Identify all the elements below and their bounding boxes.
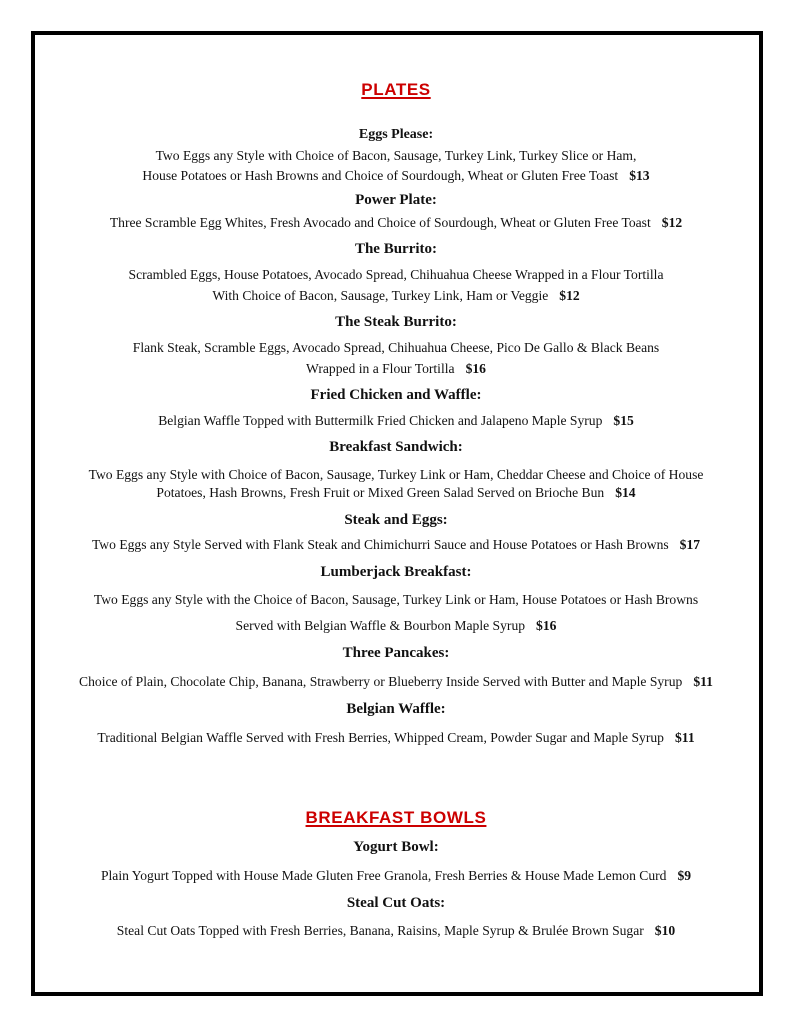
- item-desc-text: Wrapped in a Flour Tortilla: [306, 361, 455, 376]
- item-desc-text: Traditional Belgian Waffle Served with Fresh Berries, Whipped Cream, Powder Sugar and Maple Syrup: [97, 730, 664, 745]
- item-desc-text: Three Scramble Egg Whites, Fresh Avocado and Choice of Sourdough, Wheat or Gluten Free Toast: [109, 215, 651, 230]
- item-price: $16: [465, 361, 486, 376]
- item-name-belgian-waffle: Belgian Waffle:: [346, 701, 446, 717]
- item-price: $11: [674, 730, 695, 745]
- item-name-eggs-please: Eggs Please:: [358, 127, 434, 142]
- item-desc-line: [0, 922, 792, 940]
- item-desc-text: Choice of Plain, Chocolate Chip, Banana, Strawberry or Blueberry Inside Served with Butter and Maple Syrup: [79, 674, 683, 689]
- item-desc-text: Two Eggs any Style Served with Flank Steak and Chimichurri Sauce and House Potatoes or Hash Browns: [91, 537, 669, 552]
- item-price: $9: [677, 868, 692, 883]
- item-name-power-plate: Power Plate:: [355, 192, 437, 208]
- item-desc-text: With Choice of Bacon, Sausage, Turkey Link, Ham or Veggie: [212, 288, 549, 303]
- item-name-steak-burrito: The Steak Burrito:: [335, 314, 457, 330]
- item-desc-line: [0, 412, 792, 430]
- item-desc-line: [0, 617, 792, 635]
- item-name-lumberjack-breakfast: Lumberjack Breakfast:: [320, 564, 472, 580]
- item-desc-text: Steal Cut Oats Topped with Fresh Berries, Banana, Raisins, Maple Syrup & Brulée Brown Sugar: [116, 923, 644, 938]
- item-desc-line: Two Eggs any Style with Choice of Bacon, Sausage, Turkey Link or Ham, Cheddar Cheese and Choice of House: [88, 467, 704, 482]
- item-price: $12: [559, 288, 580, 303]
- item-desc-line: Two Eggs any Style with Choice of Bacon, Sausage, Turkey Link, Turkey Slice or Ham,: [155, 148, 637, 163]
- item-desc-line: [0, 673, 792, 691]
- item-name-steal-cut-oats: Steal Cut Oats:: [346, 895, 446, 911]
- item-desc-text: Potatoes, Hash Browns, Fresh Fruit or Mixed Green Salad Served on Brioche Bun: [156, 485, 605, 500]
- item-price: $12: [661, 215, 683, 230]
- item-desc-line: [0, 536, 792, 554]
- item-desc-line: [0, 167, 792, 185]
- item-name-steak-and-eggs: Steak and Eggs:: [344, 512, 448, 528]
- item-desc-line: [0, 484, 792, 502]
- item-name-fried-chicken-waffle: Fried Chicken and Waffle:: [310, 387, 482, 403]
- item-price: $10: [654, 923, 676, 938]
- item-desc-line: Flank Steak, Scramble Eggs, Avocado Spread, Chihuahua Cheese, Pico De Gallo & Black Beans: [132, 340, 660, 355]
- item-price: $16: [536, 618, 557, 633]
- section-title-plates: PLATES: [361, 80, 431, 99]
- item-price: $17: [679, 537, 701, 552]
- item-desc-text: House Potatoes or Hash Browns and Choice of Sourdough, Wheat or Gluten Free Toast: [142, 168, 619, 183]
- item-price: $11: [693, 674, 713, 689]
- item-desc-line: [0, 287, 792, 305]
- item-name-breakfast-sandwich: Breakfast Sandwich:: [329, 439, 463, 455]
- item-desc-line: [0, 729, 792, 747]
- item-desc-text: Belgian Waffle Topped with Buttermilk Fried Chicken and Jalapeno Maple Syrup: [158, 413, 603, 428]
- item-name-the-burrito: The Burrito:: [354, 241, 438, 257]
- item-desc-line: [0, 867, 792, 885]
- item-name-yogurt-bowl: Yogurt Bowl:: [353, 839, 439, 855]
- item-desc-text: Served with Belgian Waffle & Bourbon Maple Syrup: [235, 618, 526, 633]
- section-title-breakfast-bowls: BREAKFAST BOWLS: [305, 808, 487, 827]
- item-desc-line: Scrambled Eggs, House Potatoes, Avocado Spread, Chihuahua Cheese Wrapped in a Flour Tortilla: [128, 267, 664, 282]
- item-price: $13: [629, 168, 650, 183]
- item-desc-line: Two Eggs any Style with the Choice of Bacon, Sausage, Turkey Link or Ham, House Potatoes or Hash Browns: [93, 592, 699, 607]
- item-desc-text: Plain Yogurt Topped with House Made Gluten Free Granola, Fresh Berries & House Made Lemon Curd: [100, 868, 667, 883]
- item-price: $14: [615, 485, 636, 500]
- item-price: $15: [613, 413, 634, 428]
- item-name-three-pancakes: Three Pancakes:: [342, 645, 450, 661]
- item-desc-line: [0, 360, 792, 378]
- item-desc-line: [0, 214, 792, 232]
